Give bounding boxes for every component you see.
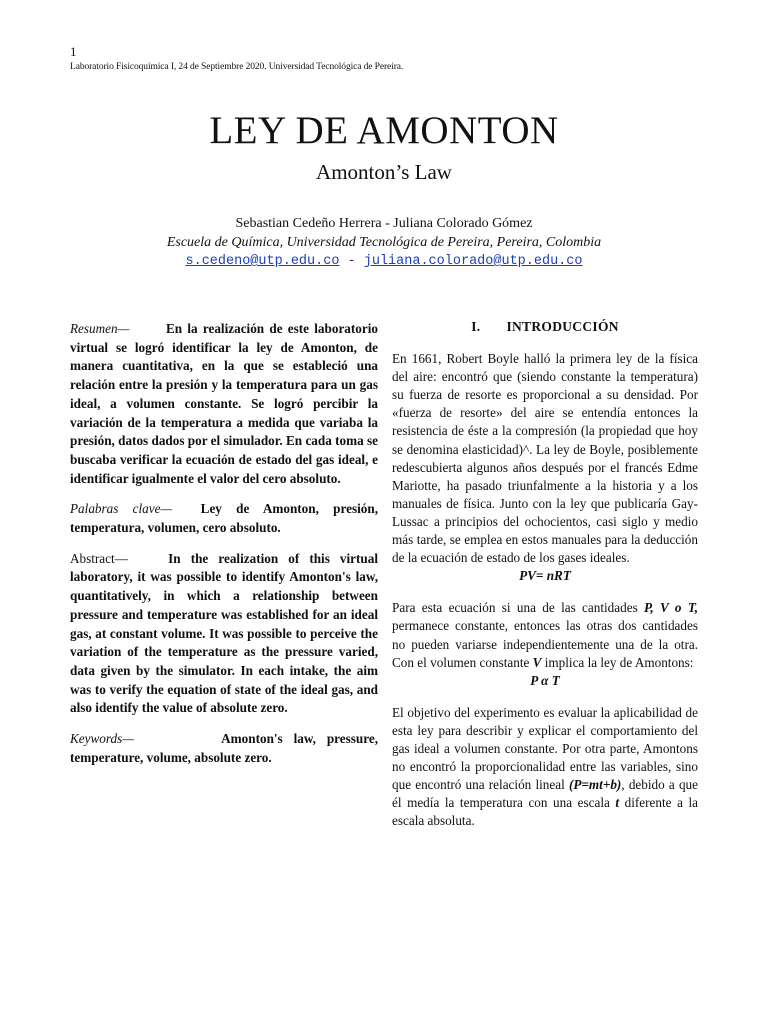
equation-linear: (P=mt+b) bbox=[568, 777, 622, 793]
section-number: I. bbox=[471, 319, 481, 334]
abstract-paragraph bbox=[70, 550, 378, 718]
variable-v: V bbox=[532, 654, 542, 670]
section-heading-introduccion bbox=[392, 318, 698, 336]
paper-subtitle: Amonton’s Law bbox=[316, 160, 452, 184]
palabras-clave-label: Palabras clave— bbox=[70, 501, 173, 517]
keywords-text: Amonton's law, pressure, temperature, volume, absolute zero. bbox=[70, 731, 378, 765]
resumen-label: Resumen— bbox=[70, 321, 130, 336]
left-column bbox=[70, 320, 378, 779]
paper-title: LEY DE AMONTON bbox=[209, 109, 559, 152]
resumen-text: En la realización de este laboratorio virtual se logró identificar la ley de Amonton, de manera cuantitativa, en la que se estableció una relación entre la presión y la temperatura para un gas ideal, a volumen constante. Se logró percibir la variación de la temperatura a medida que variaba la presión, datos dados por el simulador. En cada toma se buscaba verificar la ecuación de estado del gas ideal, e identificar igualmente el valor del cero absoluto. bbox=[70, 321, 378, 486]
palabras-clave-text: Ley de Amonton, presión, temperatura, volumen, cero absoluto. bbox=[70, 501, 378, 536]
affiliation: Escuela de Química, Universidad Tecnológica de Pereira, Pereira, Colombia bbox=[166, 235, 602, 250]
intro-paragraph-3: El objetivo del experimento es evaluar la aplicabilidad de esta ley para describir y explicar el comportamiento del gas ideal a volumen constante. Por otra parte, Amontons no encontró la proporcionalidad entre las variables, sino que encontró una relación lineal (P=mt+b), debido a que él medía la temperatura con una escala t diferente a la escala absoluta. bbox=[392, 704, 698, 829]
email-link-second[interactable]: juliana.colorado@utp.edu.co bbox=[363, 254, 583, 269]
section-title: INTRODUCCIÓN bbox=[506, 319, 619, 334]
equation-proportionality: P α T bbox=[530, 672, 560, 688]
abstract-label: Abstract— bbox=[70, 550, 128, 566]
variable-t: t bbox=[615, 795, 620, 811]
abstract-text: In the realization of this virtual laboratory, it was possible to identify Amonton's law, quantitatively, in which a relationship between pressure and temperature was established for an ideal gas, at constant volume. It was possible to perceive the variation of the temperature as the pressure varied, data given by the simulator. In each intake, the aim was to verify the equation of state of the ideal gas, and also identify the value of absolute zero. bbox=[70, 550, 379, 716]
authors: Sebastian Cedeño Herrera - Juliana Colorado Gómez bbox=[235, 216, 533, 231]
email-link-first[interactable]: s.cedeno@utp.edu.co bbox=[185, 254, 340, 269]
variables-pvt: P, V o T, bbox=[644, 600, 698, 616]
equation-ideal-gas: PV= nRT bbox=[519, 568, 571, 584]
right-column bbox=[392, 318, 698, 830]
intro-paragraph-2: Para esta ecuación si una de las cantidades P, V o T, permanece constante, entonces las otras dos cantidades no pueden variarse independientemente una de la otra. Con el volumen constante V implica la ley de Amontons: bbox=[392, 600, 698, 670]
intro-paragraph-1: En 1661, Robert Boyle halló la primera ley de la física del aire: encontró que (siendo constante la temperatura) su fuerza de resorte es proporcional a su densidad. Por «fuerza de resorte» del aire se entendía entonces la resistencia de éste a la compresión (la propiedad que hoy se denomina elasticidad)^. La ley de Boyle, posiblemente redescubierta algunos años después por el francés Edme Mariotte, ha pasado triunfalmente a la historia y a los manuales de física. Junto con la ley que publicaría Gay-Lussac a principios del ochocientos, casi siglo y medio más tarde, se emplea en estos manuales para la deducción de la ecuación de estado de los gases ideales. bbox=[392, 351, 698, 566]
keywords-label: Keywords— bbox=[70, 731, 134, 747]
emails bbox=[0, 254, 768, 269]
running-head: Laboratorio Fisicoquímica I, 24 de Septiembre 2020. Universidad Tecnológica de Pereira. bbox=[70, 62, 404, 72]
page-number: 1 bbox=[70, 44, 77, 59]
keywords-paragraph bbox=[70, 730, 378, 767]
palabras-clave-paragraph bbox=[70, 500, 378, 537]
resumen-paragraph bbox=[70, 320, 378, 488]
email-separator: - bbox=[339, 254, 364, 269]
